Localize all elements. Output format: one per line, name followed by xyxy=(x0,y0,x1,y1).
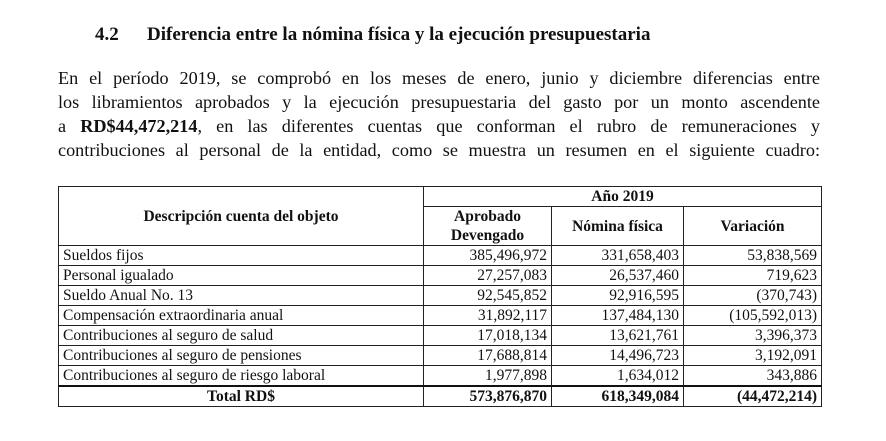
row-payroll: 1,634,012 xyxy=(552,366,684,387)
body-paragraph xyxy=(58,66,820,162)
header-year: Año 2019 xyxy=(424,187,822,207)
row-variation: 343,886 xyxy=(684,366,822,387)
total-label: Total RD$ xyxy=(59,386,424,407)
row-description: Contribuciones al seguro de riesgo laboral xyxy=(59,366,424,387)
row-approved: 92,545,852 xyxy=(424,286,552,306)
row-description: Sueldo Anual No. 13 xyxy=(59,286,424,306)
row-variation: 3,396,373 xyxy=(684,326,822,346)
row-payroll: 14,496,723 xyxy=(552,346,684,366)
table-row xyxy=(59,286,822,306)
row-approved: 17,688,814 xyxy=(424,346,552,366)
total-payroll: 618,349,084 xyxy=(552,386,684,407)
header-payroll: Nómina física xyxy=(552,207,684,246)
row-approved: 31,892,117 xyxy=(424,306,552,326)
summary-table xyxy=(58,186,822,407)
paragraph-line-3-suffix: , en las diferentes cuentas que conforman el rubro de remuneraciones y xyxy=(197,116,821,136)
row-approved: 27,257,083 xyxy=(424,266,552,286)
table-row xyxy=(59,346,822,366)
paragraph-line-2: los libramientos aprobados y la ejecución presupuestaria del gasto por un monto ascendente xyxy=(58,92,820,112)
table-row xyxy=(59,366,822,387)
row-payroll: 92,916,595 xyxy=(552,286,684,306)
header-description: Descripción cuenta del objeto xyxy=(59,187,424,246)
section-heading xyxy=(95,24,650,46)
row-description: Compensación extraordinaria anual xyxy=(59,306,424,326)
row-variation: 53,838,569 xyxy=(684,246,822,266)
paragraph-line-3 xyxy=(58,114,820,138)
paragraph-line-1: En el período 2019, se comprobó en los meses de enero, junio y diciembre diferencias entre xyxy=(58,68,820,88)
row-variation: (105,592,013) xyxy=(684,306,822,326)
row-description: Sueldos fijos xyxy=(59,246,424,266)
row-payroll: 331,658,403 xyxy=(552,246,684,266)
row-payroll: 13,621,761 xyxy=(552,326,684,346)
row-description: Contribuciones al seguro de salud xyxy=(59,326,424,346)
header-variation: Variación xyxy=(684,207,822,246)
table-row xyxy=(59,326,822,346)
header-approved: Aprobado Devengado xyxy=(424,207,552,246)
row-variation: 3,192,091 xyxy=(684,346,822,366)
row-payroll: 137,484,130 xyxy=(552,306,684,326)
total-approved: 573,876,870 xyxy=(424,386,552,407)
row-description: Contribuciones al seguro de pensiones xyxy=(59,346,424,366)
section-number: 4.2 xyxy=(95,24,119,45)
total-row xyxy=(59,386,822,407)
table-row xyxy=(59,246,822,266)
amount-highlight: RD$44,472,214 xyxy=(80,116,198,136)
paragraph-line-4: contribuciones al personal de la entidad, como se muestra un resumen en el siguiente cuadro: xyxy=(58,140,820,160)
row-variation: 719,623 xyxy=(684,266,822,286)
row-approved: 385,496,972 xyxy=(424,246,552,266)
table-row xyxy=(59,306,822,326)
row-variation: (370,743) xyxy=(684,286,822,306)
table-row xyxy=(59,266,822,286)
row-approved: 17,018,134 xyxy=(424,326,552,346)
section-title: Diferencia entre la nómina física y la ejecución presupuestaria xyxy=(147,24,651,45)
paragraph-line-3-prefix: a xyxy=(58,116,81,136)
row-description: Personal igualado xyxy=(59,266,424,286)
total-variation: (44,472,214) xyxy=(684,386,822,407)
row-approved: 1,977,898 xyxy=(424,366,552,387)
row-payroll: 26,537,460 xyxy=(552,266,684,286)
